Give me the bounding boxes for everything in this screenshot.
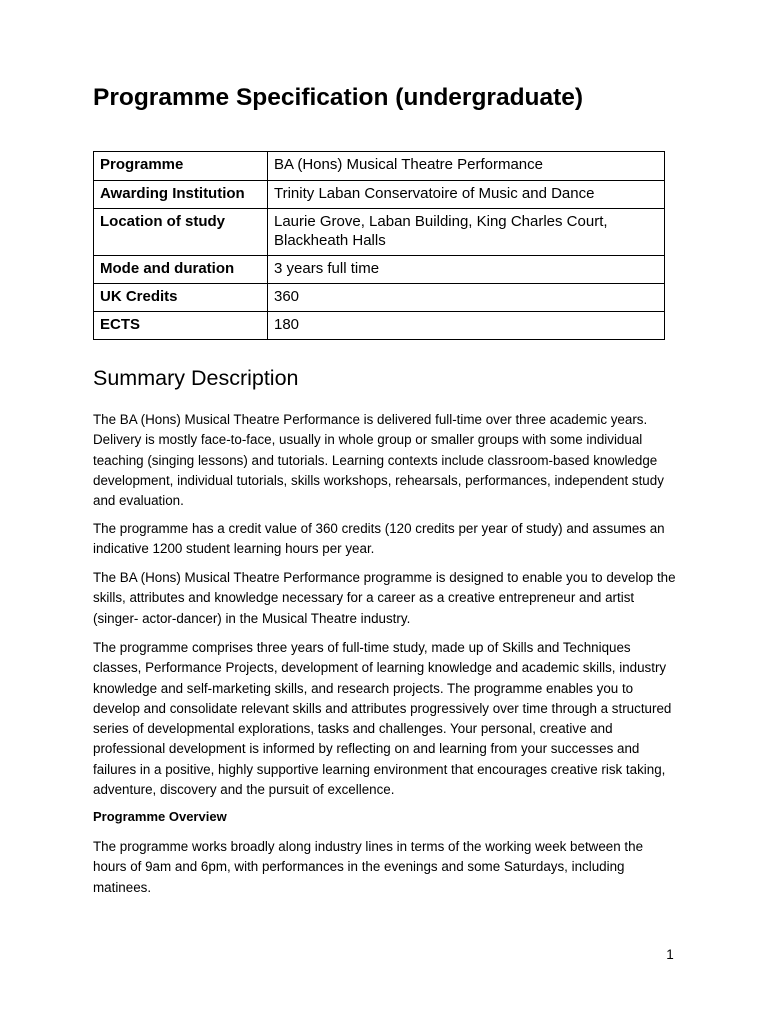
spec-value-location: Laurie Grove, Laban Building, King Charles Court, Blackheath Halls	[268, 209, 665, 256]
summary-paragraph-aims: The BA (Hons) Musical Theatre Performance programme is designed to enable you to develop the skills, attributes and knowledge necessary for a career as a creative entrepreneur and artist (singer- actor-dancer) in the Musical Theatre industry.	[93, 570, 676, 626]
spec-value-uk-credits: 360	[268, 284, 665, 312]
overview-heading: Programme Overview	[93, 809, 227, 824]
page-title: Programme Specification (undergraduate)	[93, 84, 584, 111]
spec-value-mode-duration: 3 years full time	[268, 256, 665, 284]
table-row	[94, 312, 665, 340]
table-row	[94, 209, 665, 256]
summary-paragraph-structure: The programme comprises three years of full-time study, made up of Skills and Techniques classes, Performance Projects, development of learning knowledge and academic skills, industry knowledge and self-marketing skills, and research projects. The programme enables you to develop and consolidate relevant skills and attributes progressively over time through a structured series of developmental explorations, tasks and challenges. Your personal, creative and professional development is informed by reflecting on and learning from your successes and failures in a positive, highly supportive learning environment that encourages creative risk taking, adventure, discovery and the pursuit of excellence.	[93, 640, 672, 798]
page-number: 1	[666, 947, 674, 962]
spec-value-ects: 180	[268, 312, 665, 340]
spec-label-ects: ECTS	[94, 312, 268, 340]
table-row	[94, 256, 665, 284]
spec-label-location: Location of study	[94, 209, 268, 256]
spec-label-awarding-institution: Awarding Institution	[94, 181, 268, 209]
spec-label-uk-credits: UK Credits	[94, 284, 268, 312]
overview-paragraph: The programme works broadly along industry lines in terms of the working week between the hours of 9am and 6pm, with performances in the evenings and some Saturdays, including matinees.	[93, 839, 644, 895]
spec-label-programme: Programme	[94, 152, 268, 181]
summary-paragraph-credits: The programme has a credit value of 360 credits (120 credits per year of study) and assumes an indicative 1200 student learning hours per year.	[93, 521, 665, 557]
spec-value-awarding-institution: Trinity Laban Conservatoire of Music and Dance	[268, 181, 665, 209]
table-row	[94, 152, 665, 181]
summary-heading: Summary Description	[93, 366, 299, 390]
summary-paragraph-delivery: The BA (Hons) Musical Theatre Performance is delivered full-time over three academic years. Delivery is mostly face-to-face, usually in whole group or smaller groups with some individual teaching (singing lessons) and tutorials. Learning contexts include classroom-based knowledge development, individual tutorials, skills workshops, rehearsals, performances, independent study and evaluation.	[93, 412, 664, 509]
spec-value-programme: BA (Hons) Musical Theatre Performance	[268, 152, 665, 181]
table-row	[94, 181, 665, 209]
spec-label-mode-duration: Mode and duration	[94, 256, 268, 284]
programme-spec-table	[93, 151, 665, 340]
table-row	[94, 284, 665, 312]
